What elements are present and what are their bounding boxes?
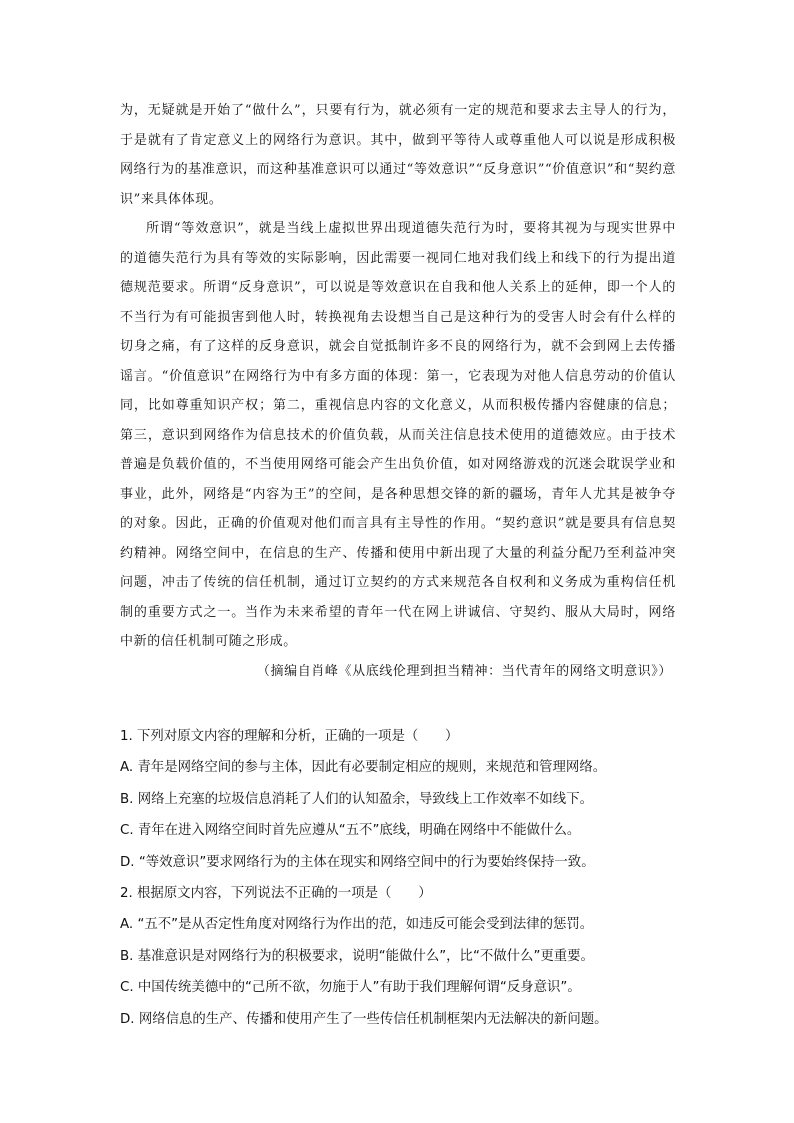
question-1-option-d: D. “等效意识”要求网络行为的主体在现实和网络空间中的行为要始终保持一致。: [120, 854, 595, 870]
question-1-option-b: B. 网络上充塞的垃圾信息消耗了人们的认知盈余，导致线上工作效率不如线下。: [120, 791, 593, 807]
question-2: [120, 878, 680, 1035]
question-1: [120, 721, 680, 878]
question-2-stem: 2. 根据原文内容，下列说法不正确的一项是（ ）: [120, 886, 432, 902]
question-1-option-c: C. 青年在进入网络空间时首先应遵从“五不”底线，明确在网络中不能做什么。: [120, 823, 581, 839]
reading-passage: [120, 96, 676, 686]
question-2-option-c: C. 中国传统美德中的“己所不欲，勿施于人”有助于我们理解何谓“反身意识”。: [120, 980, 581, 996]
question-1-option-a: A. 青年是网络空间的参与主体，因此有必要制定相应的规则，来规范和管理网络。: [120, 760, 607, 776]
question-2-option-b: B. 基准意识是对网络行为的积极要求，说明“能做什么”，比“不做什么”更重要。: [120, 948, 594, 964]
passage-source: （摘编自肖峰《从底线伦理到担当精神：当代青年的网络文明意识》）: [256, 663, 672, 679]
question-section: [120, 721, 680, 1035]
question-1-stem: 1. 下列对原文内容的理解和分析，正确的一项是（ ）: [120, 729, 459, 744]
question-2-option-a: A. “五不”是从否定性角度对网络行为作出的范，如违反可能会受到法律的惩罚。: [120, 917, 594, 933]
question-2-option-d: D. 网络信息的生产、传播和使用产生了一些传信任机制框架内无法解决的新问题。: [120, 1011, 608, 1027]
passage-paragraph-1: 为，无疑就是开始了“做什么”，只要有行为，就必须有一定的规范和要求去主导人的行为，于是就有了肯定意义上的网络行为意识。其中，做到平等待人或尊重他人可以说是形成积极网络行为的基准意识，而这种基准意识可以通过“等效意识”“反身意识”“价值意识”和“契约意识”来具体体现。: [120, 103, 676, 207]
passage-paragraph-2: 所谓“等效意识”，就是当线上虚拟世界出现道德失范行为时，要将其视为与现实世界中的道德失范行为具有等效的实际影响，因此需要一视同仁地对我们线上和线下的行为提出道德规范要求。所谓“反身意识”，可以说是等效意识在自我和他人关系上的延伸，即一个人的不当行为有可能损害到他人时，转换视角去设想当自己是这种行为的受害人时会有什么样的切身之痛，有了这样的反身意识，就会自觉抵制许多不良的网络行为，就不会到网上去传播谣言。“价值意识”在网络行为中有多方面的体现：第一，它表现为对他人信息劳动的价值认同，比如尊重知识产权；第二，重视信息内容的文化意义，从而积极传播内容健康的信息；第三，意识到网络作为信息技术的价值负载，从而关注信息技术使用的道德效应。由于技术普遍是负载价值的，不当使用网络可能会产生出负价值，如对网络游戏的沉迷会耽误学业和事业，此外，网络是“内容为王”的空间，是各种思想交锋的新的疆场，青年人尤其是被争夺的对象。因此，正确的价值观对他们而言具有主导性的作用。“契约意识”就是要具有信息契约精神。网络空间中，在信息的生产、传播和使用中新出现了大量的利益分配乃至利益冲突问题，冲击了传统的信任机制，通过订立契约的方式来规范各自权利和义务成为重构信任机制的重要方式之一。当作为未来希望的青年一代在网上讲诚信、守契约、服从大局时，网络中新的信任机制可随之形成。: [120, 221, 676, 649]
